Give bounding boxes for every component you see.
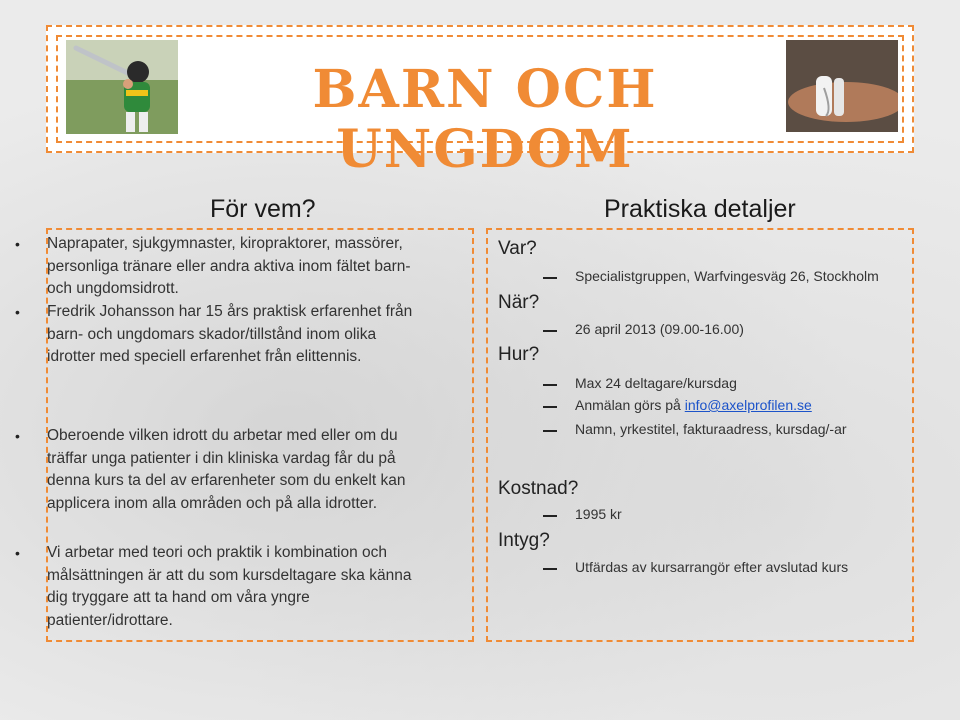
detail-certificate: Utfärdas av kursarrangör efter avslutad kurs bbox=[575, 559, 849, 575]
detail-date: 26 april 2013 (09.00-16.00) bbox=[575, 321, 744, 337]
bullet-dot: • bbox=[15, 236, 20, 252]
dash-marker bbox=[543, 515, 557, 517]
bullet-dot: • bbox=[15, 545, 20, 561]
dash-marker bbox=[543, 406, 557, 408]
bullet-text: Vi arbetar med teori och praktik i kombination och målsättningen är att du som kursdeltagare ska känna dig tryggare att ta hand om våra yngre patienter/idrottare. bbox=[47, 544, 412, 629]
detail-max-participants: Max 24 deltagare/kursdag bbox=[575, 375, 737, 391]
detail-cost: 1995 kr bbox=[575, 506, 622, 522]
detail-registration bbox=[575, 397, 812, 413]
bullet-text: Naprapater, sjukgymnaster, kiropraktorer, massörer, personliga tränare eller andra aktiva inom fältet barn- och ungdomsidrott. bbox=[47, 235, 411, 298]
dash-marker bbox=[543, 568, 557, 570]
baseball-child-photo bbox=[66, 40, 178, 134]
bullet-dot: • bbox=[15, 428, 20, 444]
banner-title: BARN OCH UNGDOM bbox=[312, 59, 658, 180]
question-nar: När? bbox=[498, 292, 540, 313]
for-whom-heading: För vem? bbox=[210, 195, 316, 223]
bullet-dot: • bbox=[15, 304, 20, 320]
bullet-text: Fredrik Johansson har 15 års praktisk erfarenhet från barn- och ungdomars skador/tillstånd inom olika idrotter med speciell erfarenhet från elittennis. bbox=[47, 303, 413, 366]
dash-marker bbox=[543, 430, 557, 432]
registration-email-link[interactable]: info@axelprofilen.se bbox=[684, 397, 812, 413]
bullet-audience bbox=[15, 233, 427, 301]
bullet-method bbox=[15, 542, 427, 632]
detail-location: Specialistgruppen, Warfvingesväg 26, Stockholm bbox=[575, 268, 879, 284]
question-hur: Hur? bbox=[498, 344, 540, 365]
baseball-child-illustration bbox=[66, 40, 178, 134]
dash-marker bbox=[543, 330, 557, 332]
bullet-text: Oberoende vilken idrott du arbetar med eller om du träffar unga patienter i din kliniska vardag får du på denna kurs ta del av erfarenheter som du enkelt kan applicera inom alla områden och på alla idrotter. bbox=[47, 427, 406, 512]
taped-wrist-photo bbox=[786, 40, 898, 132]
dash-marker bbox=[543, 277, 557, 279]
practical-details-heading: Praktiska detaljer bbox=[604, 195, 796, 223]
question-intyg: Intyg? bbox=[498, 530, 550, 551]
registration-prefix: Anmälan görs på bbox=[575, 397, 685, 413]
question-var: Var? bbox=[498, 238, 537, 259]
question-kostnad: Kostnad? bbox=[498, 478, 579, 499]
detail-registration-info: Namn, yrkestitel, fakturaadress, kursdag/-ar bbox=[575, 421, 847, 437]
bullet-applicability bbox=[15, 425, 427, 515]
dash-marker bbox=[543, 384, 557, 386]
taped-wrist-illustration bbox=[786, 40, 898, 132]
bullet-experience bbox=[15, 301, 427, 369]
